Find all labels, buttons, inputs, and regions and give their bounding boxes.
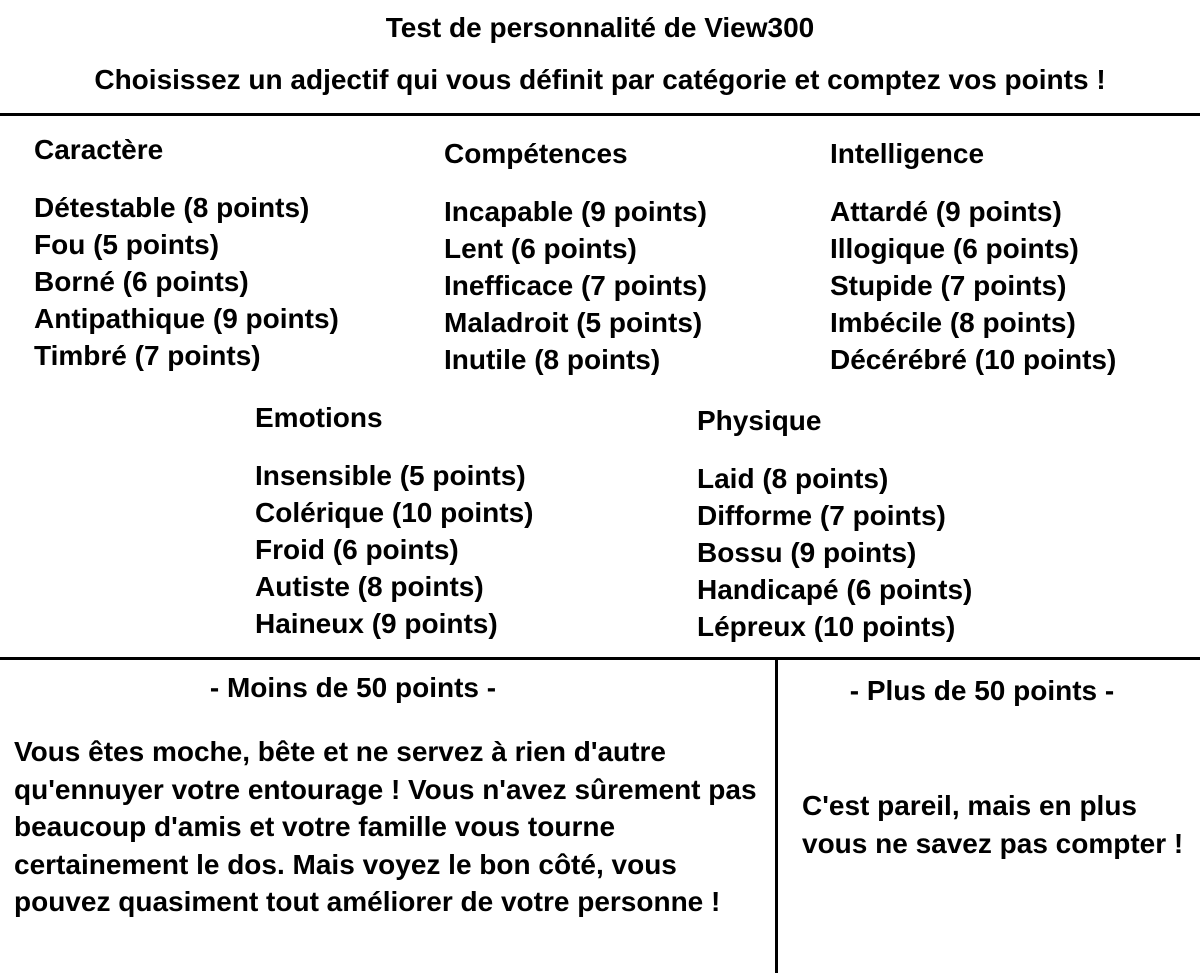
adjective-item: Lépreux (10 points) [697,611,956,642]
adjective-list [830,193,1116,378]
category-title: Intelligence [830,138,985,169]
adjective-list [255,457,533,642]
adjective-item: Difforme (7 points) [697,500,946,531]
adjective-item: Attardé (9 points) [830,196,1062,227]
adjective-list [34,189,339,374]
adjective-item: Inefficace (7 points) [444,270,707,301]
adjective-item: Froid (6 points) [255,534,459,565]
category-title: Caractère [34,134,164,165]
category-competences [444,137,707,378]
result-more-text: C'est pareil, mais en plus vous ne savez pas compter ! [802,790,1184,859]
category-title: Emotions [255,402,383,433]
adjective-item: Autiste (8 points) [255,571,484,602]
adjective-item: Timbré (7 points) [34,340,261,371]
adjective-item: Insensible (5 points) [255,460,526,491]
category-physique [697,404,972,645]
adjective-item: Laid (8 points) [697,463,889,494]
adjective-item: Maladroit (5 points) [444,307,703,338]
adjective-item: Borné (6 points) [34,266,249,297]
adjective-item: Stupide (7 points) [830,270,1067,301]
category-emotions [255,401,533,642]
result-more-heading: - Plus de 50 points - [849,675,1115,706]
adjective-item: Détestable (8 points) [34,192,310,223]
adjective-item: Lent (6 points) [444,233,637,264]
adjective-item: Incapable (9 points) [444,196,707,227]
adjective-item: Handicapé (6 points) [697,574,973,605]
adjective-list [697,460,972,645]
category-caractere [34,133,339,374]
adjective-item: Colérique (10 points) [255,497,534,528]
adjective-item: Imbécile (8 points) [830,307,1076,338]
category-title: Compétences [444,138,628,169]
instructions: Choisissez un adjectif qui vous définit par catégorie et comptez vos points ! [94,64,1106,95]
adjective-item: Haineux (9 points) [255,608,498,639]
result-less-heading: - Moins de 50 points - [209,672,497,703]
adjective-item: Illogique (6 points) [830,233,1079,264]
result-less-text: Vous êtes moche, bête et ne servez à rien d'autre qu'ennuyer votre entourage ! Vous n'avez sûrement pas beaucoup d'amis et votre famille vous tourne certainement le dos. Mais voyez le bon côté, vous pouvez quasiment tout améliorer de votre personne ! [14,736,757,917]
adjective-item: Antipathique (9 points) [34,303,339,334]
category-intelligence [830,137,1116,378]
page-title: Test de personnalité de View300 [385,12,815,43]
adjective-item: Fou (5 points) [34,229,220,260]
adjective-item: Bossu (9 points) [697,537,917,568]
category-title: Physique [697,405,822,436]
results-divider [0,657,1200,660]
adjective-list [444,193,707,378]
top-divider [0,113,1200,116]
adjective-item: Décérébré (10 points) [830,344,1117,375]
adjective-item: Inutile (8 points) [444,344,661,375]
